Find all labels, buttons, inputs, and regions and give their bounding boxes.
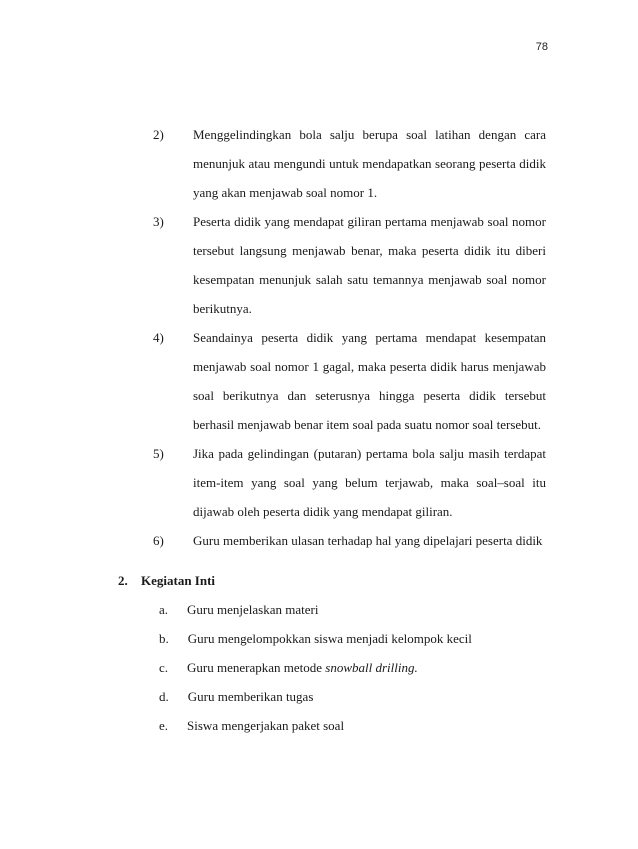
section-title: Kegiatan Inti (141, 573, 216, 588)
lettered-list (118, 595, 548, 740)
page-number: 78 (535, 41, 548, 53)
item-letter: b. (159, 631, 169, 646)
section-number: 2. (118, 573, 128, 588)
list-item (153, 439, 546, 526)
list-item (153, 526, 546, 555)
item-text: Guru mengelompokkan siswa menjadi kelompok kecil (187, 631, 472, 646)
list-item (118, 624, 548, 653)
item-text: Guru memberikan tugas (187, 689, 314, 704)
list-item (118, 653, 548, 682)
list-item (153, 323, 546, 439)
item-letter: a. (159, 602, 169, 617)
item-number: 3) (153, 214, 164, 229)
item-number: 5) (153, 446, 164, 461)
item-number: 6) (153, 533, 164, 548)
item-letter: e. (159, 718, 169, 733)
item-text: Guru menjelaskan materi (187, 602, 319, 617)
list-item (153, 207, 546, 323)
item-text-plain: Guru menerapkan metode (187, 660, 326, 675)
item-text (168, 653, 418, 682)
item-text: Seandainya peserta didik yang pertama mendapat kesempatan menjawab soal nomor 1 gagal, maka peserta didik harus menjawab soal berikutnya dan seterusnya hingga peserta didik tersebut berhasil menjawab benar item soal pada suatu nomor soal tersebut. (193, 330, 546, 432)
numbered-steps-list (153, 120, 546, 555)
item-text: Guru memberikan ulasan terhadap hal yang dipelajari peserta didik (193, 533, 543, 548)
list-item (153, 120, 546, 207)
item-letter: d. (159, 689, 169, 704)
item-text-emphasis: snowball drilling. (325, 660, 418, 675)
list-item (118, 682, 548, 711)
item-number: 4) (153, 330, 164, 345)
section-kegiatan-inti (118, 566, 548, 740)
list-item (118, 711, 548, 740)
item-text: Siswa mengerjakan paket soal (187, 718, 345, 733)
item-letter: c. (159, 660, 169, 675)
item-number: 2) (153, 127, 164, 142)
item-text: Menggelindingkan bola salju berupa soal latihan dengan cara menunjuk atau mengundi untuk mendapatkan seorang peserta didik yang akan menjawab soal nomor 1. (193, 127, 546, 200)
list-item (118, 595, 548, 624)
item-text: Jika pada gelindingan (putaran) pertama bola salju masih terdapat item-item yang soal yang belum terjawab, maka soal–soal itu dijawab oleh peserta didik yang mendapat giliran. (193, 446, 546, 519)
item-text: Peserta didik yang mendapat giliran pertama menjawab soal nomor tersebut langsung menjawab benar, maka peserta didik itu diberi kesempatan menunjuk salah satu temannya menjawab soal nomor berikutnya. (193, 214, 546, 316)
section-heading (118, 566, 548, 595)
